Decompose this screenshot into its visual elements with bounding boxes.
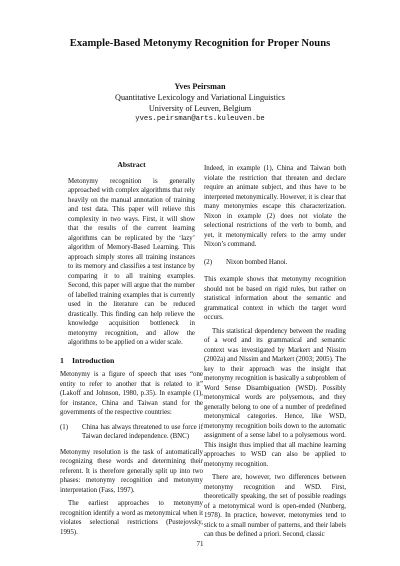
section-number: 1 bbox=[60, 355, 64, 365]
intro-paragraph-6: This statistical dependency between the reading of a word and its grammatical and semantic context was investigated by Markert and Nissim (2002a) and Nissim and Markert (2003; 2005). The key to their approach was the insight that metonymy recognition is basically a subproblem of Word Sense Disambiguation (WSD). Possibly metonymical words are polysemous, and they generally belong to one of a number of predefined metonymical categories. Hence, like WSD, metonymy recognition boils down to the automatic assignment of a sense label to a polysemous word. This insight thus implied that all machine learning approaches to WSD can also be applied to metonymy recognition. bbox=[204, 327, 346, 468]
intro-paragraph-4: Indeed, in example (1), China and Taiwan both violate the restriction that threaten and declare require an animate subject, and thus have to be interpreted metonymically. However, it is clear that many metonymies escape this characterization. Nixon in example (2) does not violate the selectional restrictions of the verb to bomb, and yet, it metonymically refers to the army under Nixon’s command. bbox=[204, 165, 346, 248]
abstract-text bbox=[60, 177, 203, 348]
example-text: China has always threatened to use force if Taiwan declared independence. (BNC) bbox=[82, 423, 203, 440]
author-name: Yves Peirsman bbox=[174, 82, 226, 91]
intro-paragraph-1: Metonymy is a figure of speech that uses “one entity to refer to another that is related to it” (Lakoff and Johnson, 1980, p.35). In example (1), for instance, China and Taiwan stand for the governments of the respective countries: bbox=[60, 371, 203, 416]
intro-paragraph-5: This example shows that metonymy recognition should not be based on rigid rules, but rather on statistical information about the semantic and grammatical context in which the target word occurs. bbox=[204, 276, 346, 321]
example-text: Nixon bombed Hanoi. bbox=[226, 258, 288, 266]
example-number: (1) bbox=[60, 423, 69, 431]
example-2 bbox=[204, 258, 346, 268]
intro-paragraph-2: Metonymy resolution is the task of automatically recognizing these words and determining their referent. It is therefore generally split up into two phases: metonymy recognition and metonymy interpretation (Fass, 1997). bbox=[60, 448, 203, 494]
section-heading-introduction bbox=[60, 356, 203, 366]
example-1 bbox=[60, 423, 203, 442]
intro-paragraph-7: There are, however, two differences between metonymy recognition and WSD. First, theoretically speaking, the set of possible readings of a metonymical word is open-ended (Nunberg, 1978). In practice, however, metonymies tend to stick to a small number of patterns, and their labels can thus be defined a priori. Second, classic bbox=[204, 474, 346, 538]
left-column bbox=[60, 160, 203, 541]
intro-paragraph-3: The earliest approaches to metonymy recognition identify a word as metonymical when it violates selectional restrictions (Pustejovsky, 1995). bbox=[60, 500, 203, 536]
author-affiliation-1: Quantitative Lexicology and Variational Linguistics bbox=[115, 93, 285, 102]
abstract-paragraph: Metonymy recognition is generally approached with complex algorithms that rely heavily on the manual annotation of training and test data. This paper will relieve this complexity in two ways. First, it will show that the results of the current learning algorithms can be replicated by the ‘lazy’ algorithm of Memory-Based Learning. This approach simply stores all training instances to its memory and classifies a test instance by comparing it to all training examples. Second, this paper will argue that the number of labelled training examples that is currently used in the literature can be reduced drastically. This finding can help relieve the knowledge acquisition bottleneck in metonymy recognition, and allow the algorithms to be applied on a wider scale. bbox=[68, 177, 195, 346]
right-column bbox=[204, 164, 346, 544]
paper-title: Example-Based Metonymy Recognition for Proper Nouns bbox=[69, 38, 331, 49]
example-number: (2) bbox=[204, 258, 213, 266]
section-title: Introduction bbox=[72, 355, 115, 365]
author-block bbox=[0, 81, 400, 125]
author-affiliation-2: University of Leuven, Belgium bbox=[148, 104, 252, 113]
abstract-heading: Abstract bbox=[117, 160, 146, 169]
page-number: 71 bbox=[196, 540, 204, 548]
author-email: yves.peirsman@arts.kuleuven.be bbox=[135, 115, 265, 123]
